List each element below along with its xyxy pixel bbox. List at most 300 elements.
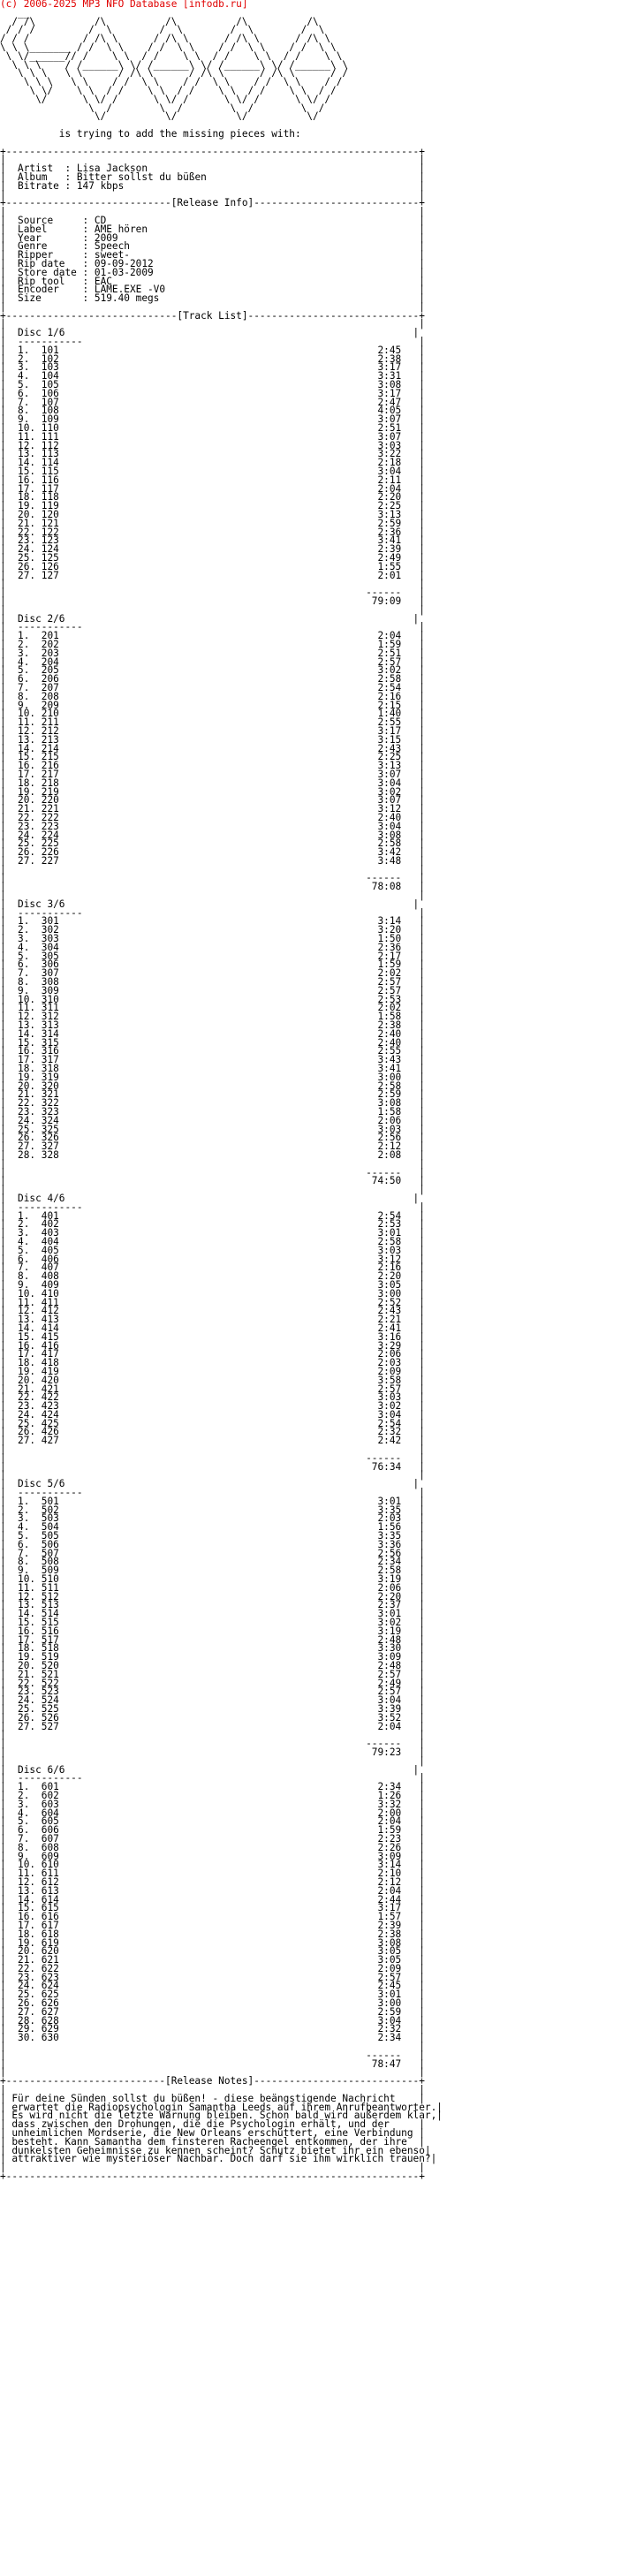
track-duration: 2:58 [377, 1080, 402, 1092]
track-row: | 11. 411 2:52 | [0, 1296, 425, 1308]
track-row: | 11. 611 2:10 | [0, 1868, 425, 1880]
track-row: | 23. 323 1:58 | [0, 1106, 425, 1118]
track-duration: 2:21 [377, 1314, 402, 1326]
track-duration: 2:53 [377, 1218, 402, 1231]
track-duration: 2:38 [377, 1928, 402, 1940]
track-duration: 3:48 [377, 854, 402, 867]
track-duration: 3:07 [377, 413, 402, 426]
box-bottom: +----------------------------------------------------------------------+ [0, 2171, 425, 2183]
field-value: Lisa Jackson [76, 163, 148, 175]
track-title: 604 [41, 1807, 59, 1819]
track-row: | 10. 210 1:40 | [0, 708, 425, 720]
track-row: | 7. 507 2:56 | [0, 1547, 425, 1559]
section-title: Release Info [177, 197, 248, 209]
track-duration: 2:36 [377, 941, 402, 953]
track-title: 113 [41, 448, 59, 460]
track-duration: 3:39 [377, 1702, 402, 1715]
track-duration: 3:14 [377, 1859, 402, 1871]
track-row: | 24. 624 2:45 | [0, 1980, 425, 1992]
track-row: | 1. 101 2:45 | [0, 344, 425, 356]
track-duration: 3:05 [377, 1278, 402, 1291]
track-title: 110 [41, 422, 59, 435]
track-duration: 1:59 [377, 958, 402, 971]
track-row: | 3. 503 2:03 | [0, 1512, 425, 1525]
track-row: | 5. 405 3:03 | [0, 1244, 425, 1256]
disc-total-time: 74:50 [371, 1175, 402, 1187]
disc-total-time: 76:34 [371, 1460, 402, 1473]
track-duration: 2:57 [377, 1686, 402, 1698]
box-blank: | | [0, 2084, 425, 2096]
track-title: 413 [41, 1314, 59, 1326]
track-duration: 1:55 [377, 560, 402, 572]
disc-label: Disc 3/6 [18, 898, 65, 910]
track-duration: 3:13 [377, 760, 402, 772]
release-notes-line: | attraktiver wie mysteriöser Nachbar. Doch darf sie ihm wirklich trauen?| [0, 2153, 437, 2165]
track-title: 127 [41, 569, 59, 581]
logo-ascii-line: / / / / \ / \ / \ / \ [0, 24, 325, 36]
box-blank: | | [0, 578, 425, 590]
info-value: sweet- [94, 249, 130, 261]
track-title: 607 [41, 1832, 59, 1845]
field-label: Album [18, 170, 48, 183]
track-duration: 2:34 [377, 2032, 402, 2044]
track-title: 313 [41, 1019, 59, 1032]
track-duration: 3:01 [377, 1227, 402, 1239]
track-row: | 7. 207 2:54 | [0, 681, 425, 693]
box-blank: | | [0, 1157, 425, 1170]
track-title: 120 [41, 509, 59, 521]
track-row: | 27. 127 2:01 | [0, 569, 425, 581]
box-blank: | | [0, 1469, 425, 1481]
logo-ascii-line: \ / \ / \ / \ / [0, 102, 325, 114]
track-row: | 26. 326 2:56 | [0, 1132, 425, 1144]
release-info-row: | Label : AME hören | [0, 223, 425, 235]
track-title: 116 [41, 474, 59, 486]
track-row: | 19. 119 2:25 | [0, 500, 425, 512]
disc-total: | 78:47 | [0, 2057, 425, 2070]
track-title: 303 [41, 933, 59, 945]
track-duration: 2:54 [377, 1209, 402, 1222]
track-title: 327 [41, 1140, 59, 1153]
track-title: 524 [41, 1694, 59, 1707]
track-title: 104 [41, 370, 59, 383]
track-duration: 3:08 [377, 379, 402, 391]
track-duration: 2:59 [377, 2005, 402, 2018]
track-duration: 2:40 [377, 811, 402, 823]
track-duration: 2:12 [377, 1140, 402, 1153]
track-row: | 24. 324 2:06 | [0, 1114, 425, 1126]
box-blank: | | [0, 603, 425, 616]
track-title: 407 [41, 1261, 59, 1274]
track-title: 521 [41, 1668, 59, 1680]
track-title: 109 [41, 413, 59, 426]
section-title: Track List [183, 309, 242, 322]
track-title: 523 [41, 1686, 59, 1698]
disc-total-rule: | ------ | [0, 587, 425, 599]
track-duration: 2:45 [377, 344, 402, 356]
tagline-line [0, 127, 629, 140]
track-row: | 26. 626 3:00 | [0, 1997, 425, 2010]
track-duration: 3:04 [377, 1694, 402, 1707]
track-title: 613 [41, 1884, 59, 1897]
track-row: | 2. 202 1:59 | [0, 638, 425, 650]
track-title: 124 [41, 543, 59, 556]
track-duration: 2:48 [377, 1660, 402, 1671]
track-duration: 2:53 [377, 993, 402, 1005]
track-duration: 2:54 [377, 1417, 402, 1429]
track-row: | 25. 525 3:39 | [0, 1702, 425, 1715]
track-duration: 2:55 [377, 1045, 402, 1057]
track-title: 223 [41, 820, 59, 832]
disc-label: Disc 1/6 [18, 327, 65, 339]
track-row: | 14. 114 2:18 | [0, 457, 425, 469]
track-row: | 14. 214 2:43 | [0, 742, 425, 754]
track-duration: 2:39 [377, 543, 402, 556]
track-duration: 2:34 [377, 1781, 402, 1793]
field-value: 147 kbps [76, 179, 125, 192]
track-row: | 20. 420 3:58 | [0, 1374, 425, 1386]
track-duration: 3:02 [377, 1617, 402, 1629]
track-row: | 6. 206 2:58 | [0, 673, 425, 686]
track-duration: 3:41 [377, 534, 402, 547]
track-duration: 3:17 [377, 387, 402, 399]
track-title: 510 [41, 1573, 59, 1586]
track-row: | 5. 505 3:35 | [0, 1530, 425, 1542]
track-row: | 25. 425 2:54 | [0, 1417, 425, 1429]
track-row: | 9. 309 2:57 | [0, 984, 425, 996]
track-row: | 23. 223 3:04 | [0, 820, 425, 832]
track-row: | 19. 619 3:08 | [0, 1936, 425, 1949]
track-duration: 2:38 [377, 352, 402, 365]
track-duration: 2:09 [377, 1365, 402, 1377]
track-duration: 3:32 [377, 1798, 402, 1810]
release-notes-line: | besteht. Kann Samantha dem finsteren Racheengel entkommen, der ihre | [0, 2135, 425, 2148]
track-row: | 4. 504 1:56 | [0, 1521, 425, 1534]
track-duration: 3:31 [377, 370, 402, 383]
track-title: 420 [41, 1374, 59, 1386]
track-title: 402 [41, 1218, 59, 1231]
track-title: 513 [41, 1599, 59, 1611]
track-title: 111 [41, 430, 59, 443]
track-title: 412 [41, 1305, 59, 1317]
track-row: | 12. 612 2:12 | [0, 1875, 425, 1888]
track-duration: 2:09 [377, 1962, 402, 1974]
track-duration: 3:04 [377, 820, 402, 832]
disc-label: | Disc 3/6 | [0, 898, 420, 910]
track-duration: 2:57 [377, 655, 402, 668]
track-duration: 1:59 [377, 638, 402, 650]
release-info-title: +----------------------------[Release Info]----------------------------+ [0, 197, 425, 209]
track-title: 306 [41, 958, 59, 971]
disc-label: | Disc 2/6 | [0, 612, 420, 625]
track-title: 401 [41, 1209, 59, 1222]
track-row: | 16. 516 3:19 | [0, 1625, 425, 1637]
track-row: | 14. 314 2:40 | [0, 1027, 425, 1040]
disc-rule: | ----------- | [0, 906, 425, 919]
info-value: EAC [94, 275, 112, 287]
disc-label: | Disc 6/6 | [0, 1763, 420, 1776]
track-title: 525 [41, 1702, 59, 1715]
track-title: 304 [41, 941, 59, 953]
release-info-row: | Ripper : sweet- | [0, 249, 425, 261]
track-duration: 2:18 [377, 457, 402, 469]
track-row: | 26. 126 1:55 | [0, 560, 425, 572]
track-row: | 15. 615 3:17 | [0, 1902, 425, 1914]
track-title: 216 [41, 760, 59, 772]
track-row: | 8. 308 2:57 | [0, 976, 425, 989]
track-title: 504 [41, 1521, 59, 1534]
track-row: | 9. 209 2:15 | [0, 699, 425, 711]
track-title: 302 [41, 924, 59, 936]
track-title: 119 [41, 500, 59, 512]
track-row: | 23. 623 2:57 | [0, 1971, 425, 1983]
track-duration: 3:03 [377, 1123, 402, 1135]
track-title: 123 [41, 534, 59, 547]
track-title: 623 [41, 1971, 59, 1983]
release-info-row: | Source : CD | [0, 214, 425, 226]
track-duration: 3:01 [377, 1989, 402, 2001]
disc-total-rule: | ------ | [0, 872, 425, 884]
notes-text: dunkelsten Geheimnisse zu kennen scheint? Schutz bietet ihr ein ebenso [11, 2144, 425, 2156]
track-title: 210 [41, 708, 59, 720]
track-duration: 3:00 [377, 1997, 402, 2010]
track-title: 326 [41, 1132, 59, 1144]
track-row: | 18. 618 2:38 | [0, 1928, 425, 1940]
track-title: 626 [41, 1997, 59, 2010]
track-duration: 2:04 [377, 1884, 402, 1897]
track-duration: 1:26 [377, 1789, 402, 1801]
track-duration: 1:58 [377, 1011, 402, 1023]
track-duration: 2:59 [377, 517, 402, 529]
track-title: 622 [41, 1962, 59, 1974]
track-title: 526 [41, 1711, 59, 1724]
track-title: 209 [41, 699, 59, 711]
track-title: 507 [41, 1547, 59, 1559]
track-row: | 4. 404 2:58 | [0, 1235, 425, 1247]
track-row: | 27. 327 2:12 | [0, 1140, 425, 1153]
track-duration: 3:07 [377, 794, 402, 807]
track-row: | 4. 104 3:31 | [0, 370, 425, 383]
track-duration: 2:43 [377, 1305, 402, 1317]
track-duration: 3:13 [377, 509, 402, 521]
track-row: | 5. 605 2:04 | [0, 1815, 425, 1828]
track-duration: 3:08 [377, 829, 402, 841]
track-title: 208 [41, 690, 59, 702]
track-duration: 2:17 [377, 950, 402, 962]
track-row: | 3. 103 3:17 | [0, 361, 425, 374]
track-duration: 1:56 [377, 1521, 402, 1534]
track-duration: 2:16 [377, 690, 402, 702]
track-title: 410 [41, 1287, 59, 1299]
track-duration: 2:25 [377, 751, 402, 763]
box-blank: | | [0, 1729, 425, 1741]
track-duration: 2:06 [377, 1581, 402, 1594]
track-duration: 2:57 [377, 984, 402, 996]
track-title: 517 [41, 1633, 59, 1646]
release-notes-title: +---------------------------[Release Notes]----------------------------+ [0, 2075, 425, 2087]
track-title: 630 [41, 2032, 59, 2044]
track-title: 118 [41, 491, 59, 504]
track-title: 512 [41, 1590, 59, 1602]
logo-ascii-line: \ \ \ / /______\ \/ /______\ \/ /______\ \/ /______\ \ [0, 58, 349, 71]
track-duration: 3:01 [377, 1608, 402, 1620]
track-row: | 24. 224 3:08 | [0, 829, 425, 841]
track-duration: 3:19 [377, 1573, 402, 1586]
track-title: 427 [41, 1435, 59, 1447]
track-title: 404 [41, 1235, 59, 1247]
tagline-text: is trying to add the missing pieces with: [58, 127, 301, 140]
disc-total: | 78:08 | [0, 881, 425, 893]
track-row: | 10. 110 2:51 | [0, 422, 425, 435]
track-duration: 3:00 [377, 1071, 402, 1083]
track-duration: 2:06 [377, 1114, 402, 1126]
track-row: | 6. 406 3:12 | [0, 1253, 425, 1265]
box-blank: | | [0, 2041, 425, 2053]
track-title: 620 [41, 1945, 59, 1958]
info-label: Label [18, 223, 48, 235]
track-duration: 2:56 [377, 1132, 402, 1144]
disc-label: Disc 2/6 [18, 612, 65, 625]
track-title: 515 [41, 1617, 59, 1629]
track-duration: 2:49 [377, 552, 402, 564]
track-duration: 3:09 [377, 1850, 402, 1862]
track-row: | 16. 116 2:11 | [0, 474, 425, 486]
info-label: Rip tool [18, 275, 65, 287]
track-row: | 25. 625 3:01 | [0, 1989, 425, 2001]
track-row: | 27. 427 2:42 | [0, 1435, 425, 1447]
track-title: 508 [41, 1556, 59, 1568]
track-title: 102 [41, 352, 59, 365]
track-title: 514 [41, 1608, 59, 1620]
track-title: 421 [41, 1383, 59, 1395]
track-duration: 2:06 [377, 1348, 402, 1360]
box-blank: | | [0, 2066, 425, 2079]
track-title: 319 [41, 1071, 59, 1083]
box-blank: | | [0, 188, 425, 201]
track-title: 115 [41, 466, 59, 478]
box-blank: | | [0, 154, 425, 166]
track-row: | 5. 105 3:08 | [0, 379, 425, 391]
track-duration: 2:49 [377, 1677, 402, 1689]
disc-label: | Disc 4/6 | [0, 1192, 420, 1204]
track-duration: 3:16 [377, 1330, 402, 1343]
track-duration: 2:02 [377, 1002, 402, 1014]
info-value: AME hören [94, 223, 148, 235]
track-title: 411 [41, 1296, 59, 1308]
disc-label: | Disc 1/6 | [0, 327, 420, 339]
track-row: | 18. 118 2:20 | [0, 491, 425, 504]
track-row: | 15. 115 3:04 | [0, 466, 425, 478]
track-duration: 3:04 [377, 777, 402, 789]
track-title: 125 [41, 552, 59, 564]
track-row: | 15. 215 2:25 | [0, 751, 425, 763]
track-duration: 2:26 [377, 1841, 402, 1853]
track-row: | 21. 521 2:57 | [0, 1668, 425, 1680]
disc-total-rule: | ------ | [0, 1451, 425, 1464]
track-row: | 6. 306 1:59 | [0, 958, 425, 971]
track-row: | 15. 415 3:16 | [0, 1330, 425, 1343]
track-title: 101 [41, 344, 59, 356]
track-title: 225 [41, 837, 59, 850]
track-row: | 17. 217 3:07 | [0, 768, 425, 780]
track-title: 212 [41, 724, 59, 737]
track-duration: 2:37 [377, 1599, 402, 1611]
track-duration: 2:16 [377, 1261, 402, 1274]
track-duration: 2:52 [377, 1296, 402, 1308]
track-title: 325 [41, 1123, 59, 1135]
track-row: | 10. 610 3:14 | [0, 1859, 425, 1871]
track-title: 419 [41, 1365, 59, 1377]
track-row: | 16. 616 1:57 | [0, 1911, 425, 1923]
track-duration: 3:17 [377, 1902, 402, 1914]
logo-ascii-line: / / / / /\ \ / /\ \ / /\ \ / /\ \ [0, 33, 331, 45]
track-row: | 8. 208 2:16 | [0, 690, 425, 702]
track-title: 520 [41, 1660, 59, 1671]
track-row: | 12. 112 3:03 | [0, 439, 425, 451]
track-title: 616 [41, 1911, 59, 1923]
disc-label: Disc 5/6 [18, 1478, 65, 1490]
track-duration: 2:11 [377, 474, 402, 486]
track-row: | 27. 527 2:04 | [0, 1720, 425, 1732]
box-blank: | | [0, 318, 425, 330]
notes-text: unheimlichen Mordserie, die New Orleans erschüttert, eine Verbindung [11, 2127, 413, 2140]
release-info-row: | Rip tool : EAC | [0, 275, 425, 287]
track-title: 202 [41, 638, 59, 650]
track-row: | 17. 317 3:43 | [0, 1054, 425, 1066]
track-title: 522 [41, 1677, 59, 1689]
track-duration: 3:03 [377, 1391, 402, 1404]
track-duration: 3:02 [377, 664, 402, 677]
track-title: 211 [41, 716, 59, 729]
track-row: | 14. 614 2:44 | [0, 1893, 425, 1905]
info-label: Genre [18, 240, 48, 253]
track-title: 403 [41, 1227, 59, 1239]
track-row: | 24. 124 2:39 | [0, 543, 425, 556]
track-row: | 13. 613 2:04 | [0, 1884, 425, 1897]
track-row: | 2. 602 1:26 | [0, 1789, 425, 1801]
track-title: 509 [41, 1565, 59, 1577]
track-row: | 18. 418 2:03 | [0, 1357, 425, 1369]
track-title: 122 [41, 526, 59, 538]
disc-total: | 74:50 | [0, 1175, 425, 1187]
release-notes-line: | unheimlichen Mordserie, die New Orleans erschüttert, eine Verbindung | [0, 2127, 425, 2140]
disc-total-rule: | ------ | [0, 1738, 425, 1750]
track-row: | 11. 111 3:07 | [0, 430, 425, 443]
track-title: 301 [41, 915, 59, 928]
track-title: 114 [41, 457, 59, 469]
track-title: 324 [41, 1114, 59, 1126]
disc-total-time: 79:09 [371, 595, 402, 607]
track-title: 203 [41, 647, 59, 659]
track-duration: 2:58 [377, 1235, 402, 1247]
track-title: 105 [41, 379, 59, 391]
track-duration: 2:23 [377, 1832, 402, 1845]
track-row: | 20. 220 3:07 | [0, 794, 425, 807]
track-duration: 2:32 [377, 2023, 402, 2035]
info-value: 2009 [94, 231, 118, 244]
track-row: | 23. 423 3:02 | [0, 1400, 425, 1413]
track-title: 226 [41, 846, 59, 859]
track-row: | 18. 518 3:30 | [0, 1642, 425, 1655]
track-duration: 3:35 [377, 1530, 402, 1542]
track-row: | 1. 601 2:34 | [0, 1781, 425, 1793]
track-row: | 1. 401 2:54 | [0, 1209, 425, 1222]
track-row: | 22. 622 2:09 | [0, 1962, 425, 1974]
track-row: | 1. 501 3:01 | [0, 1495, 425, 1507]
track-title: 315 [41, 1036, 59, 1049]
track-row: | 26. 226 3:42 | [0, 846, 425, 859]
track-title: 606 [41, 1824, 59, 1837]
